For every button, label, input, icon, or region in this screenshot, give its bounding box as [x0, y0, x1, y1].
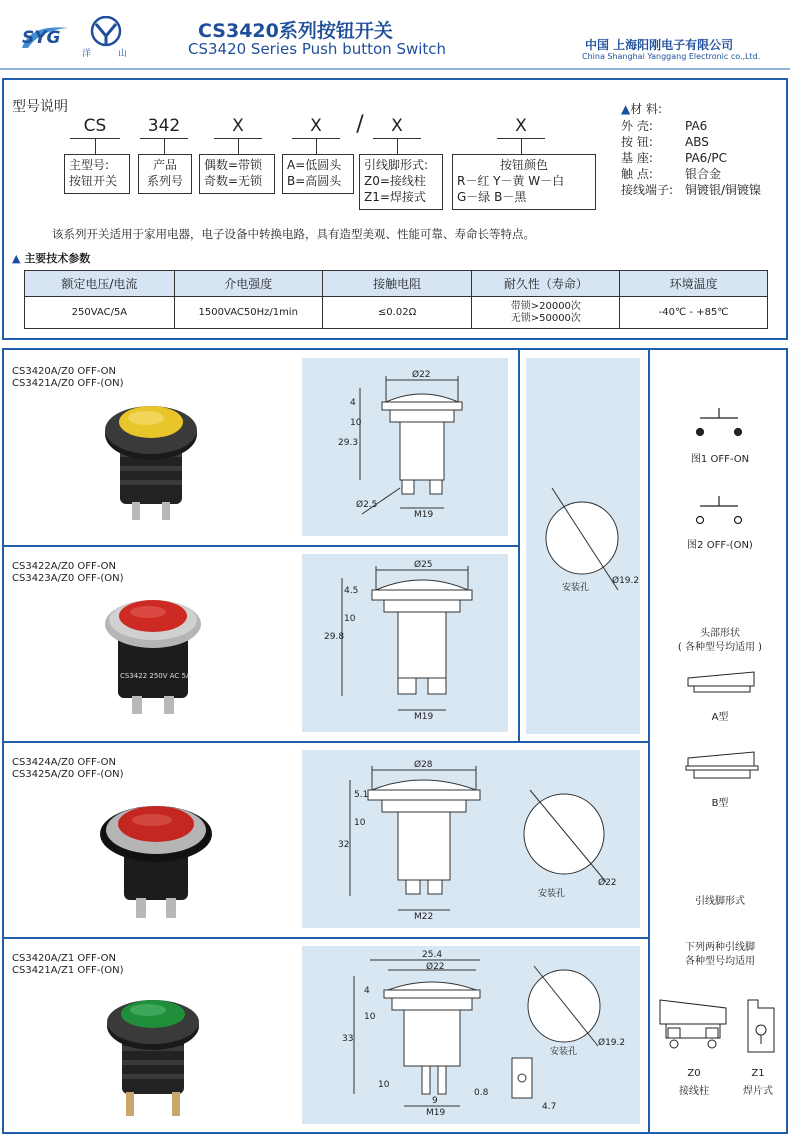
- z0-label: Z0: [687, 1068, 701, 1079]
- dim-label: 10: [364, 1012, 376, 1022]
- dim-label: Ø2.5: [356, 500, 378, 510]
- model-box-head: A=低圆头 B=高圆头: [282, 154, 354, 194]
- page-title: CS3420系列按钮开关: [198, 20, 393, 42]
- model-box-lock: 偶数=带锁 奇数=无锁: [199, 154, 275, 194]
- company-name-en: China Shanghai Yanggang Electronic co.,Ltd.: [582, 52, 761, 61]
- material-row: 基 座: PA6/PC: [621, 151, 727, 165]
- lead-subtitle-2: 各种型号均适用: [685, 956, 755, 967]
- dim-label: 10: [344, 614, 356, 624]
- header-rule: [0, 68, 790, 70]
- dimension-drawing: [302, 358, 508, 536]
- dim-label: M22: [414, 912, 434, 922]
- triangle-icon: ▲: [621, 102, 631, 116]
- dim-label: M19: [426, 1108, 446, 1118]
- logo-syg: [20, 22, 72, 52]
- dim-label: 4: [350, 398, 356, 408]
- lead-title: 引线脚形式: [695, 896, 745, 907]
- switch-symbol-1: [688, 404, 748, 448]
- model-box-series: 产品 系列号: [138, 154, 192, 194]
- dim-label: 0.8: [474, 1088, 489, 1098]
- triangle-icon: ▲: [12, 252, 21, 265]
- dimension-drawing: [302, 750, 640, 928]
- dim-label: 4.5: [344, 586, 359, 596]
- dimension-drawing: [302, 554, 508, 732]
- fig1-caption: 图1 OFF-ON: [690, 454, 750, 465]
- head-shape-subtitle: ( 各种型号均适用 ): [677, 642, 763, 653]
- product-label: CS3422A/Z0 OFF-ON CS3423A/Z0 OFF-(ON): [12, 561, 124, 584]
- product-label: CS3424A/Z0 OFF-ON CS3425A/Z0 OFF-(ON): [12, 757, 124, 780]
- switch-photo: [98, 990, 208, 1124]
- switch-photo: [98, 588, 208, 722]
- hole-label: 安装孔: [538, 889, 566, 899]
- z1-label: Z1: [751, 1068, 765, 1079]
- company-name: 中国 上海阳刚电子有限公司: [585, 38, 734, 52]
- model-box-color: 按钮颜色 R－红 Y－黄 W－白 G－绿 B－黑: [452, 154, 596, 210]
- logo-emblem: [82, 16, 128, 59]
- z1-terminal-icon: [744, 996, 778, 1060]
- spec-header: 接触电阻: [322, 271, 472, 297]
- hole-dia: Ø19.2: [598, 1038, 626, 1048]
- dim-label: 25.4: [422, 950, 443, 960]
- spec-value: 1500VAC50Hz/1min: [174, 297, 322, 329]
- fig2-caption: 图2 OFF-(ON): [687, 540, 753, 551]
- switch-symbol-2: [688, 492, 748, 536]
- dim-label: 4.7: [542, 1102, 557, 1112]
- dim-label: Ø28: [414, 760, 433, 770]
- specs-heading: ▲ 主要技术参数: [12, 252, 91, 265]
- dim-label: Ø25: [414, 560, 433, 570]
- dim-label: 29.8: [324, 632, 345, 642]
- page-title-en: CS3420 Series Push button Switch: [188, 40, 447, 58]
- head-a-icon: [684, 666, 760, 700]
- materials-heading: ▲材 料:: [621, 102, 663, 116]
- model-code-342: 342: [147, 116, 181, 136]
- hole-dia: Ø22: [598, 878, 617, 888]
- dim-label: 32: [338, 840, 350, 850]
- switch-photo: [96, 394, 206, 528]
- logo2-right: 山: [118, 49, 128, 59]
- dim-label: 33: [342, 1034, 354, 1044]
- spec-header: 额定电压/电流: [25, 271, 175, 297]
- model-code-x3: X: [391, 116, 403, 136]
- head-a-label: A型: [711, 712, 729, 723]
- hole-dia: Ø19.2: [612, 576, 640, 586]
- product-label: CS3420A/Z1 OFF-ON CS3421A/Z1 OFF-(ON): [12, 953, 124, 976]
- dim-label: Ø22: [426, 962, 445, 972]
- model-code-cs: CS: [83, 116, 107, 136]
- dim-label: 5.1: [354, 790, 369, 800]
- logo2-left: 洋: [82, 49, 92, 59]
- model-box-lead: 引线脚形式: Z0=接线柱 Z1=焊接式: [359, 154, 443, 210]
- z0-name: 接线柱: [679, 1086, 709, 1097]
- spec-value: -40℃ - +85℃: [620, 297, 768, 329]
- material-row: 外 壳: PA6: [621, 119, 708, 133]
- dimension-drawing: [302, 946, 640, 1124]
- model-heading: 型号说明: [12, 99, 68, 115]
- dim-label: M19: [414, 510, 434, 520]
- hole-label: 安装孔: [562, 583, 590, 593]
- dim-label: 10: [350, 418, 362, 428]
- head-b-label: B型: [711, 798, 729, 809]
- sidebar-divider: [648, 348, 650, 1134]
- lead-subtitle-1: 下列两种引线脚: [685, 942, 755, 953]
- dim-label: 29.3: [338, 438, 359, 448]
- spec-value: ≤0.02Ω: [322, 297, 472, 329]
- dim-label: M19: [414, 712, 434, 722]
- material-row: 接线端子: 铜镀银/铜镀镍: [621, 183, 762, 197]
- description: 该系列开关适用于家用电器，电子设备中转换电路，具有造型美观、性能可靠、寿命长等特点。: [52, 227, 535, 241]
- spec-header: 耐久性（寿命）: [472, 271, 620, 297]
- spec-value: 250VAC/5A: [25, 297, 175, 329]
- mounting-hole-drawing: [526, 358, 640, 734]
- logo-text: SYG: [22, 28, 61, 48]
- spec-header: 环境温度: [620, 271, 768, 297]
- head-b-icon: [684, 748, 760, 786]
- dim-label: 10: [378, 1080, 390, 1090]
- dim-label: Ø22: [412, 370, 431, 380]
- material-row: 触 点: 银合金: [621, 167, 722, 181]
- model-code-x1: X: [232, 116, 244, 136]
- switch-photo: [96, 794, 216, 926]
- model-code-x2: X: [310, 116, 322, 136]
- model-code-x4: X: [515, 116, 527, 136]
- spec-header: 介电强度: [174, 271, 322, 297]
- head-shape-title: 头部形状: [700, 628, 740, 639]
- spec-value-life: 带锁>20000次 无锁>50000次: [472, 297, 620, 329]
- product-label: CS3420A/Z0 OFF-ON CS3421A/Z0 OFF-(ON): [12, 366, 124, 389]
- dim-label: 4: [364, 986, 370, 996]
- body-print: CS3422 250V AC 5A: [120, 672, 191, 680]
- dim-label: 10: [354, 818, 366, 828]
- dim-label: 9: [432, 1096, 438, 1106]
- z0-terminal-icon: [656, 996, 730, 1056]
- material-row: 按 钮: ABS: [621, 135, 709, 149]
- model-code-slash: /: [356, 112, 364, 137]
- spec-table: [24, 270, 768, 329]
- hole-label: 安装孔: [550, 1047, 578, 1057]
- model-box-main: 主型号: 按钮开关: [64, 154, 130, 194]
- z1-name: 焊片式: [743, 1086, 773, 1097]
